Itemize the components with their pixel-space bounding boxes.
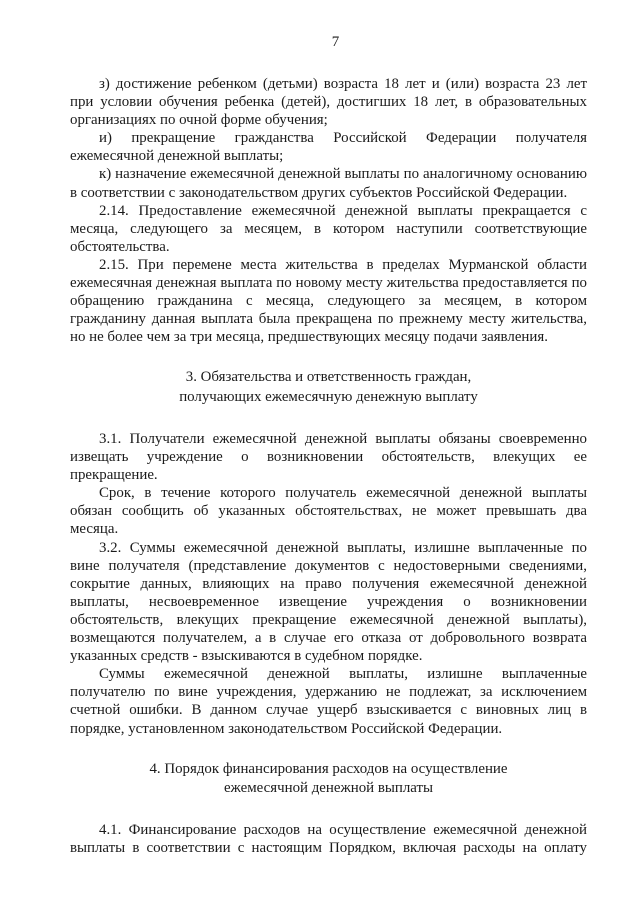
section-4-heading <box>70 760 587 799</box>
paragraph-item-i: и) прекращение гражданства Российской Федерации получателя ежемесячной денежной выплаты; <box>70 130 587 165</box>
section-3-heading <box>70 368 587 407</box>
document-page <box>70 34 587 857</box>
section-3-heading-line-1: 3. Обязательства и ответственность граждан, <box>185 369 472 386</box>
paragraph-3-2: 3.2. Суммы ежемесячной денежной выплаты, излишне выплаченные по вине получателя (представление документов с недостоверными сведениями, сокрытие данных, влияющих на право получения ежемесячной денежной выплаты, несвоевременное извещение учреждения о возникновении обстоятельств, влекущих прекращение ежемесячной денежной выплаты), возмещаются получателем, а в случае его отказа от добровольного возврата указанных средств - взыскиваются в судебном порядке. <box>70 539 587 665</box>
paragraph-2-15: 2.15. При перемене места жительства в пределах Мурманской области ежемесячная денежная выплата по новому месту жительства предоставляется по обращению гражданина с месяца, следующего за месяцем, в котором гражданину данная выплата была прекращена по прежнему месту жительства, но не более чем за три месяца, предшествующих месяцу подачи заявления. <box>70 256 587 346</box>
section-4-heading-line-2: ежемесячной денежной выплаты <box>223 779 434 796</box>
paragraph-item-z: з) достижение ребенком (детьми) возраста 18 лет и (или) возраста 23 лет при условии обучения ребенка (детей), достигших 18 лет, в образовательных организациях по очной форме обучения; <box>70 76 587 129</box>
paragraph-3-2-institution: Суммы ежемесячной денежной выплаты, излишне выплаченные получателю по вине учреждения, удержанию не подлежат, за исключением счетной ошибки. В данном случае ущерб взыскивается с виновных лиц в порядке, установленном законодательством Российской Федерации. <box>70 666 587 737</box>
section-3-heading-line-2: получающих ежемесячную денежную выплату <box>179 388 478 405</box>
paragraph-3-1: 3.1. Получатели ежемесячной денежной выплаты обязаны своевременно извещать учреждение о возникновении обстоятельств, влекущих ее прекращение. <box>70 431 587 484</box>
paragraph-2-14: 2.14. Предоставление ежемесячной денежной выплаты прекращается с месяца, следующего за месяцем, в котором наступили соответствующие обстоятельства. <box>70 202 587 255</box>
page-number: 7 <box>331 34 340 50</box>
paragraph-3-1-term: Срок, в течение которого получатель ежемесячной денежной выплаты обязан сообщить об указанных обстоятельствах, не может превышать два месяца. <box>70 485 587 538</box>
section-4-heading-line-1: 4. Порядок финансирования расходов на осуществление <box>149 760 508 777</box>
paragraph-4-1: 4.1. Финансирование расходов на осуществление ежемесячной денежной выплаты в соответствии с настоящим Порядком, включая расходы на оплату <box>70 822 587 857</box>
paragraph-item-k: к) назначение ежемесячной денежной выплаты по аналогичному основанию в соответствии с законодательством других субъектов Российской Федерации. <box>70 166 587 201</box>
